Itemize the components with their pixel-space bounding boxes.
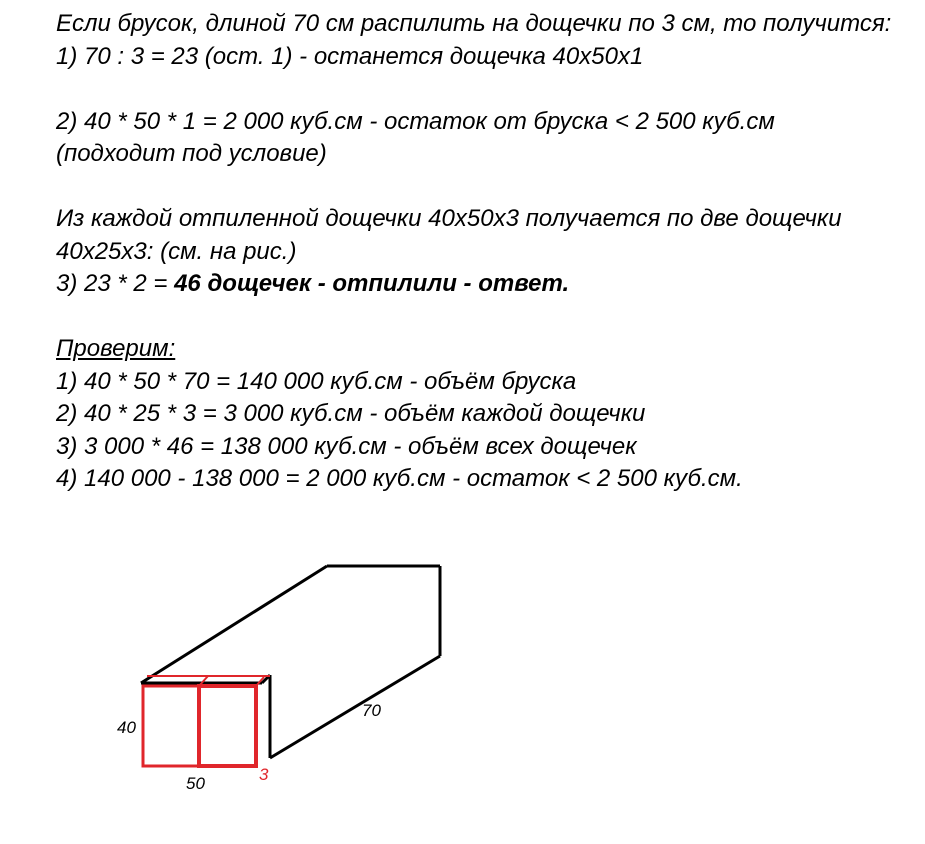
answer-text: 46 дощечек - отпилили - ответ. bbox=[174, 270, 570, 297]
check-line-1: 1) 40 * 50 * 70 = 140 000 куб.см - объём бруска bbox=[56, 367, 577, 395]
beam-bottom-edge bbox=[270, 656, 440, 758]
check-line-4: 4) 140 000 - 138 000 = 2 000 куб.см - остаток < 2 500 куб.см. bbox=[56, 465, 743, 492]
step-1: 1) 70 : 3 = 23 (ост. 1) - останется дощечка 40х50х1 bbox=[56, 42, 644, 70]
beam-outline bbox=[141, 566, 440, 758]
board-right bbox=[199, 686, 256, 766]
explain-line-1: Из каждой отпиленной дощечки 40х50х3 получается по две дощечки bbox=[56, 205, 842, 232]
check-heading: Проверим: bbox=[56, 335, 176, 362]
width-label: 50 bbox=[186, 774, 205, 793]
cut-boards bbox=[143, 676, 270, 766]
step-2: 2) 40 * 50 * 1 = 2 000 куб.см - остаток от бруска < 2 500 куб.см bbox=[56, 107, 775, 135]
intro-line: Если брусок, длиной 70 см распилить на дощечки по 3 см, то получится: bbox=[56, 10, 892, 37]
beam-top-back-edge bbox=[141, 566, 327, 683]
step-2-note: (подходит под условие) bbox=[56, 140, 327, 167]
explain-line-2: 40х25х3: (см. на рис.) bbox=[56, 237, 297, 265]
check-line-2: 2) 40 * 25 * 3 = 3 000 куб.см - объём каждой дощечки bbox=[56, 400, 646, 427]
thickness-label: 3 bbox=[259, 765, 269, 784]
board-left bbox=[143, 686, 199, 766]
check-line-3: 3) 3 000 * 46 = 138 000 куб.см - объём всех дощечек bbox=[56, 432, 637, 460]
length-label: 70 bbox=[362, 701, 381, 720]
step-3-prefix: 3) 23 * 2 = bbox=[56, 270, 175, 297]
height-label: 40 bbox=[117, 718, 136, 737]
